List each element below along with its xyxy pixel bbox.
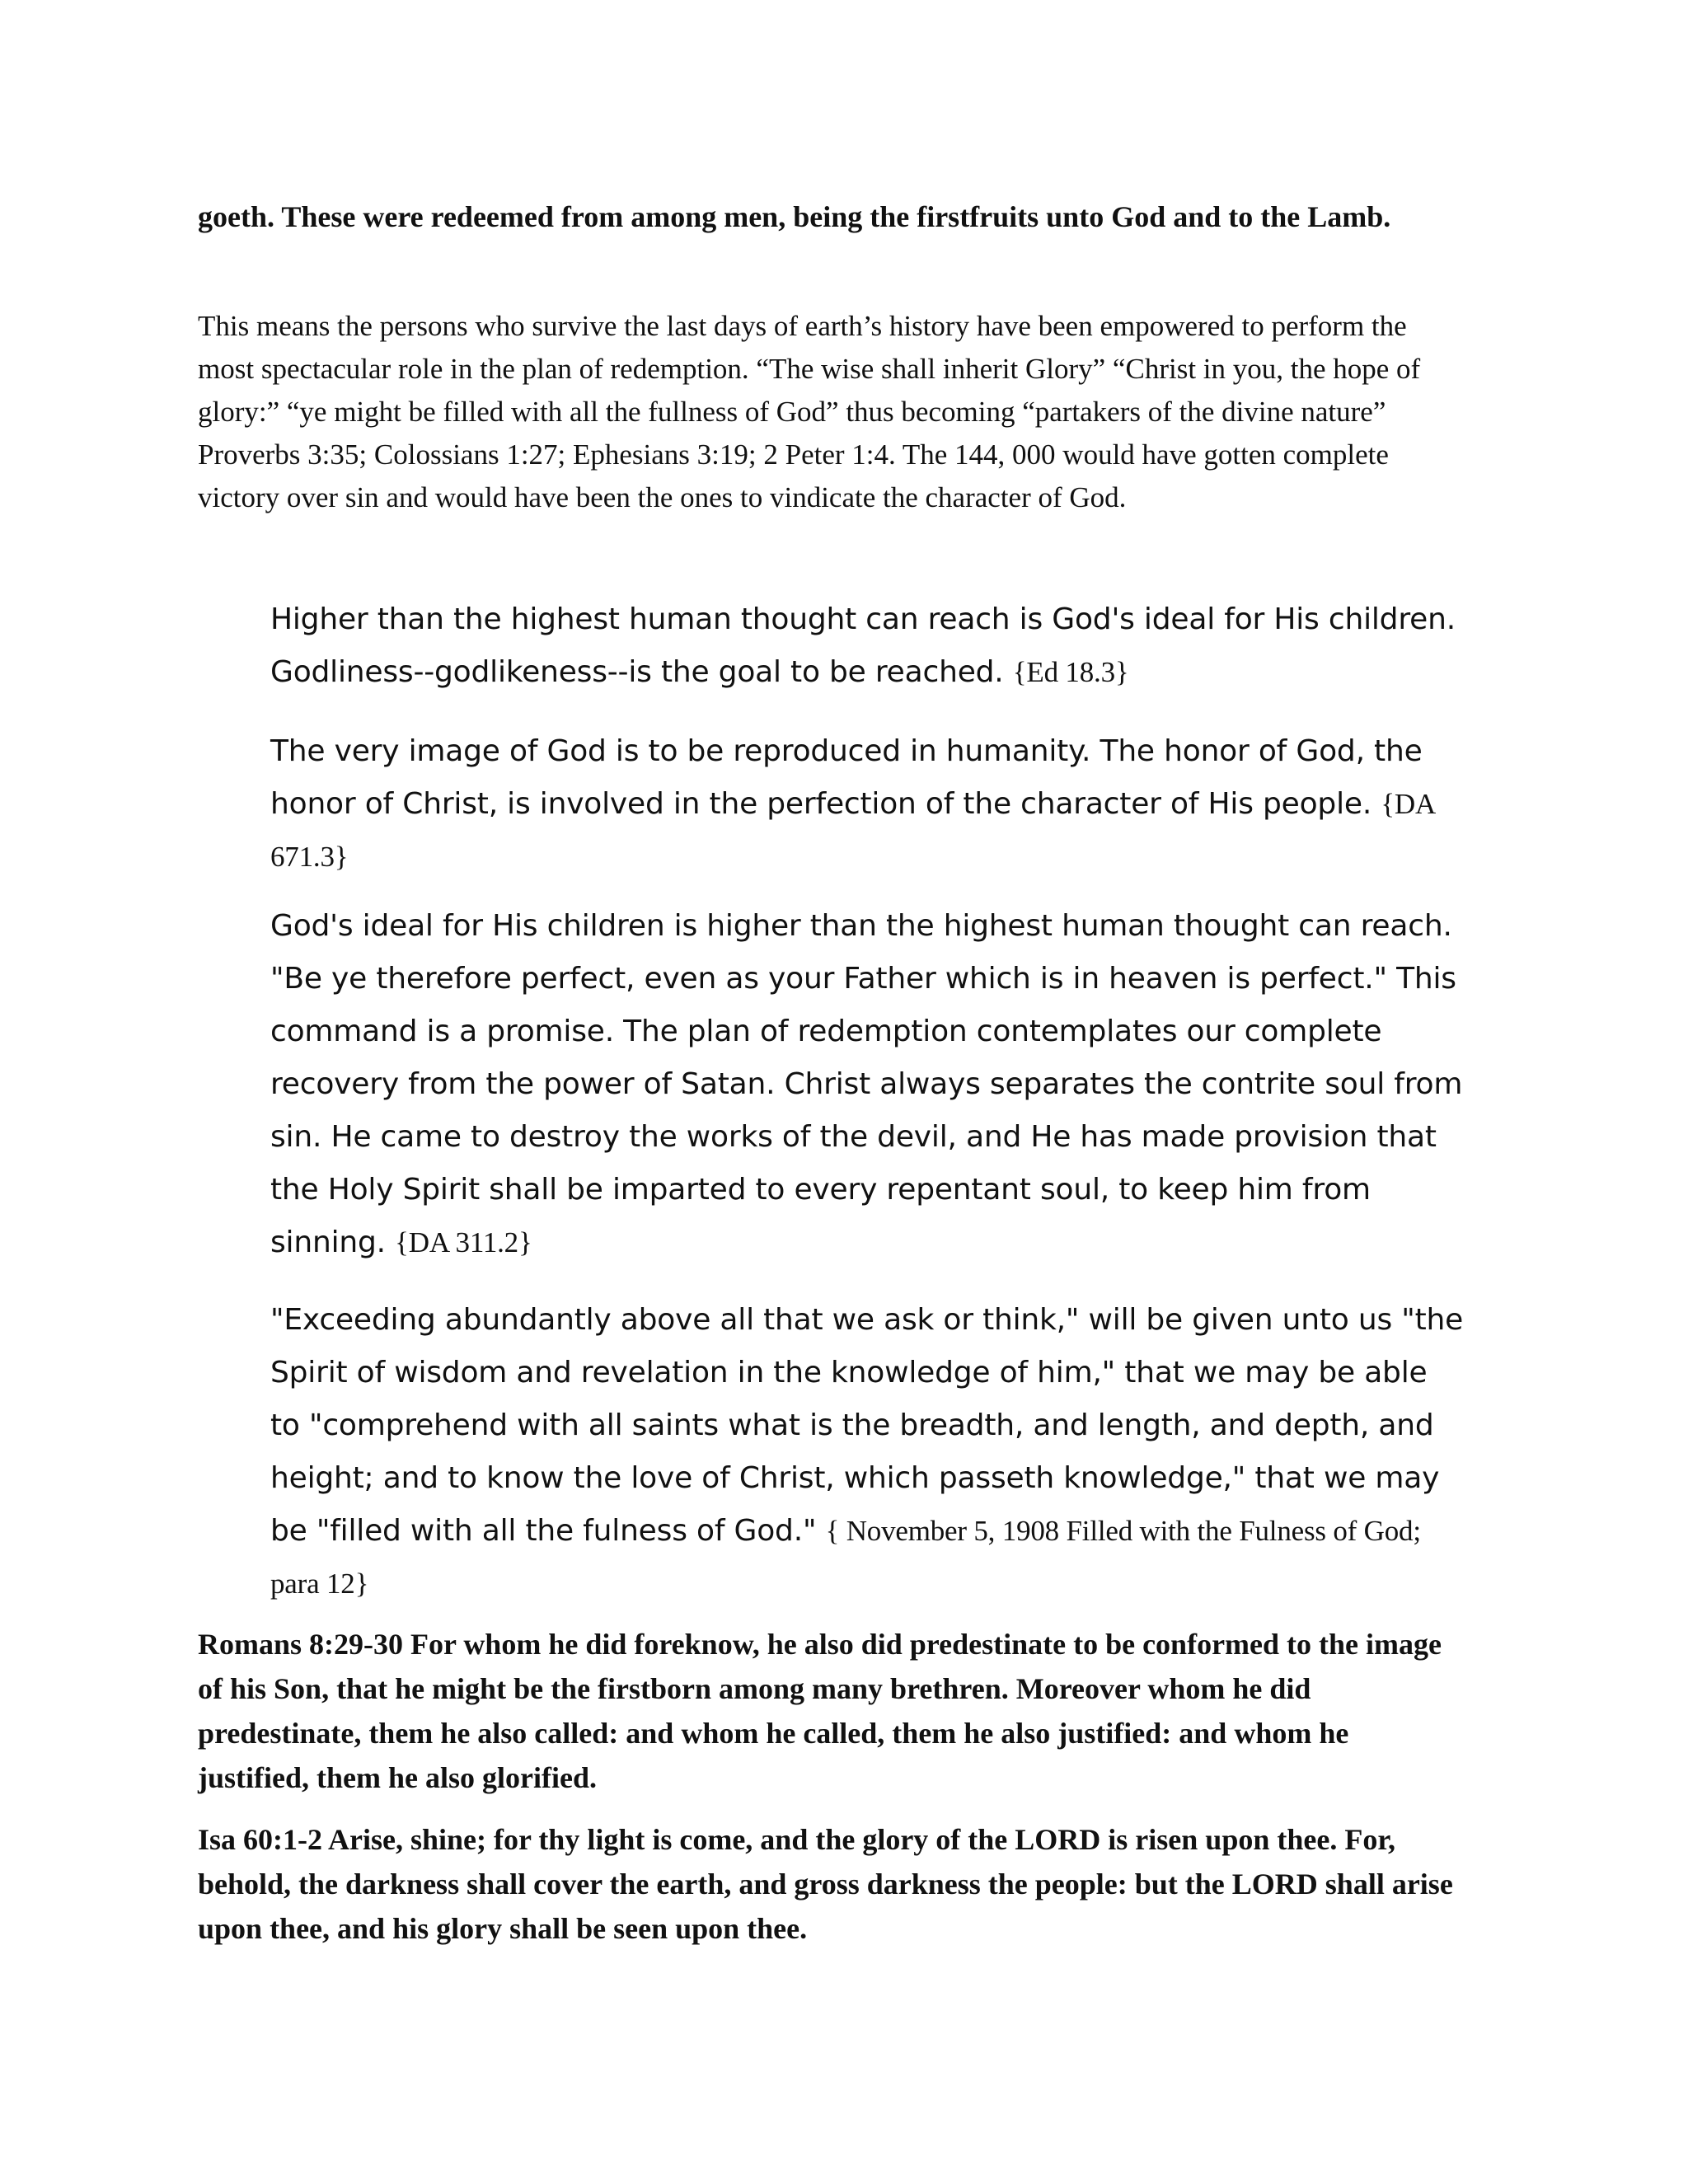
romans-verse-paragraph: Romans 8:29-30 For whom he did foreknow, he also did predestinate to be conformed to the image of his Son, that he might be the firstborn among many brethren. Moreover whom he did predestinate, them he also called: and whom he called, them he also justified: and whom he justified, them he also glorified.: [198, 1628, 1442, 1794]
quote-text: The very image of God is to be reproduced in humanity. The honor of God, the honor of Christ, is involved in the perfection of the character of His people.: [270, 734, 1423, 821]
quote-desire-of-ages-311: [270, 900, 1465, 1269]
quote-desire-of-ages-671: [270, 725, 1465, 883]
isaiah-verse-paragraph: Isa 60:1-2 Arise, shine; for thy light is come, and the glory of the LORD is risen upon thee. For, behold, the darkness shall cover the earth, and gross darkness the people: but the LORD shall arise upon thee, and his glory shall be seen upon thee.: [198, 1823, 1453, 1945]
quote-text: God's ideal for His children is higher than the highest human thought can reach. "Be ye therefore perfect, even as your Father which is in heaven is perfect." This command is a promise. The plan of redemption contemplates our complete recovery from the power of Satan. Christ always separates the contrite soul from sin. He came to destroy the works of the devil, and He has made provision that the Holy Spirit shall be imparted to every repentant soul, to keep him from sinning.: [270, 909, 1463, 1259]
quote-reference: { November 5, 1908 Filled with the Fulness of God; para 12}: [270, 1515, 1421, 1600]
commentary-paragraph: This means the persons who survive the last days of earth’s history have been empowered to perform the most spectacular role in the plan of redemption. “The wise shall inherit Glory” “Christ in you, the hope of glory:” “ye might be filled with all the fullness of God” thus becoming “partakers of the divine nature” Proverbs 3:35; Colossians 1:27; Ephesians 3:19; 2 Peter 1:4. The 144, 000 would have gotten complete victory over sin and would have been the ones to vindicate the character of God.: [198, 310, 1421, 513]
quote-text: Higher than the highest human thought can reach is God's ideal for His children. Godliness--godlikeness--is the goal to be reached.: [270, 602, 1456, 689]
quote-text: "Exceeding abundantly above all that we ask or think," will be given unto us "the Spirit of wisdom and revelation in the knowledge of him," that we may be able to "comprehend with all saints what is the breadth, and length, and depth, and height; and to know the love of Christ, which passeth knowledge," that we may be "filled with all the fulness of God.": [270, 1303, 1464, 1548]
quote-fulness-of-god: [270, 1294, 1465, 1610]
quote-reference: {DA 671.3}: [270, 788, 1435, 873]
quote-reference: {Ed 18.3}: [1012, 656, 1129, 688]
opening-verse-paragraph: goeth. These were redeemed from among men, being the firstfruits unto God and to the Lamb.: [198, 200, 1391, 233]
quote-education: [270, 593, 1465, 699]
quote-reference: {DA 311.2}: [395, 1226, 532, 1258]
